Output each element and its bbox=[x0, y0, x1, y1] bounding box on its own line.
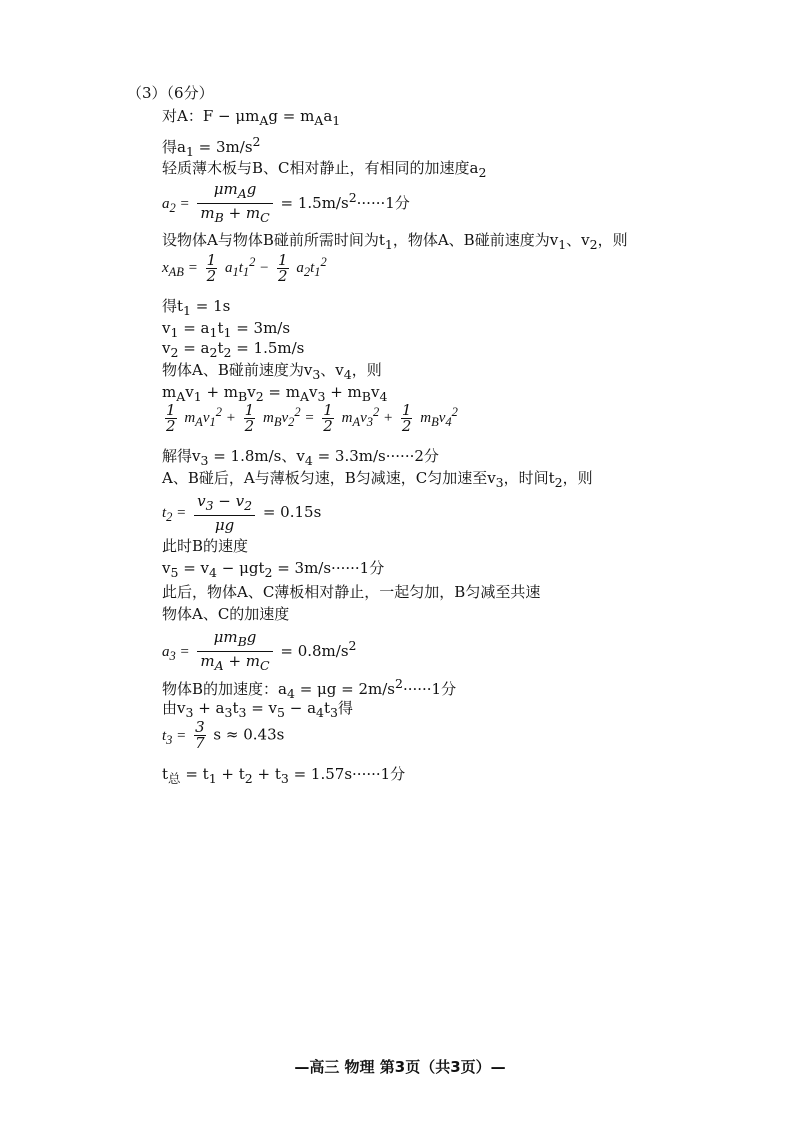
eq-v1: $v_1 = a_1t_1 = 3m/s$ bbox=[162, 319, 291, 340]
text-b-velocity: 此时B的速度 bbox=[162, 537, 249, 555]
fraction-half: $\frac{1}{2}$ bbox=[206, 250, 217, 285]
section-heading: （3）（6分） bbox=[127, 84, 214, 102]
fraction-a2: $\frac{\mu m_Ag}{m_B + m_C}$ bbox=[197, 180, 272, 227]
page-footer: —高三 物理 第3页（共3页）— bbox=[294, 1058, 506, 1076]
eq-v5: $v_5 = v_4 - \mu gt_2 = 3m/s\cdot\cdot\cdot\cdot\cdot\cdot 1$分 bbox=[162, 559, 385, 580]
eq-t3: $t_3$ = $\frac{3}{7}$ s ≈ 0.43s bbox=[162, 718, 285, 752]
eq-a2: $a_2$ = $\frac{\mu m_Ag}{m_B + m_C}$ = $1.5m/s^2\cdot\cdot\cdot\cdot\cdot\cdot 1$分 bbox=[162, 180, 410, 225]
eq-force-a: 对A：$F - \mu m_Ag = m_Aa_1$ bbox=[162, 107, 341, 128]
result-a1: 得$a_1 = 3m/s^2$ bbox=[162, 134, 261, 159]
result-v3-v4: 解得$v_3 = 1.8m/s$、$v_4 = 3.3m/s\cdot\cdot\cdot\cdot\cdot\cdot 2$分 bbox=[162, 447, 439, 468]
text-after-collision: A、B碰后，A与薄板匀速，B匀减速，C匀加速至$v_3$，时间$t_2$，则 bbox=[162, 469, 593, 490]
fraction-half: $\frac{1}{2}$ bbox=[323, 400, 333, 435]
fraction-a3: $\frac{\mu m_Bg}{m_A + m_C}$ bbox=[197, 628, 272, 675]
eq-a4: 物体B的加速度：$a_4 = \mu g = 2m/s^2\cdot\cdot\cdot\cdot\cdot\cdot 1$分 bbox=[162, 676, 457, 701]
eq-v2: $v_2 = a_2t_2 = 1.5m/s$ bbox=[162, 339, 305, 360]
text-collision-setup: 设物体A与物体B碰前所需时间为$t_1$，物体A、B碰前速度为$v_1$、$v_2$，则 bbox=[162, 231, 628, 252]
eq-a3: $a_3$ = $\frac{\mu m_Bg}{m_A + m_C}$ = $0.8m/s^2$ bbox=[162, 628, 357, 673]
eq-energy: $\frac{1}{2}$ $m_Av_1^2$ + $\frac{1}{2}$ $m_Bv_2^2$ = $\frac{1}{2}$ $m_Av_3^2$ + $\frac{1}{2}$ $m_Bv_4^2$ bbox=[166, 400, 458, 435]
eq-total-time: $t_总 = t_1 + t_2 + t_3 = 1.57s\cdot\cdot\cdot\cdot\cdot\cdot 1$分 bbox=[162, 765, 406, 786]
fraction-half: $\frac{1}{2}$ bbox=[278, 250, 288, 285]
text-ac-accel: 物体A、C的加速度 bbox=[162, 605, 290, 623]
eq-t2: $t_2$ = $\frac{v_3 - v_2}{\mu g}$ = 0.15s bbox=[162, 492, 322, 534]
fraction-t3: $\frac{3}{7}$ bbox=[195, 718, 205, 752]
result-t1: 得$t_1 = 1s$ bbox=[162, 297, 231, 318]
fraction-half: $\frac{1}{2}$ bbox=[244, 400, 255, 435]
fraction-half: $\frac{1}{2}$ bbox=[401, 400, 412, 435]
fraction-half: $\frac{1}{2}$ bbox=[166, 400, 176, 435]
text-board-bc: 轻质薄木板与B、C相对静止，有相同的加速度$a_2$ bbox=[162, 159, 487, 180]
eq-xab: $x_{AB}$ = $\frac{1}{2}$ $a_1t_1^2$ − $\frac{1}{2}$ $a_2t_1^2$ bbox=[162, 250, 327, 285]
fraction-t2: $\frac{v_3 - v_2}{\mu g}$ bbox=[194, 492, 255, 534]
text-ac-together: 此后，物体A、C薄板相对静止，一起匀加，B匀减至共速 bbox=[162, 583, 541, 601]
text-velocities: 物体A、B碰前速度为$v_3$、$v_4$，则 bbox=[162, 361, 382, 382]
eq-common-speed: 由$v_3 + a_3t_3 = v_5 - a_4t_3$得 bbox=[162, 699, 353, 720]
eq-momentum: $m_Av_1 + m_Bv_2 = m_Av_3 + m_Bv_4$ bbox=[162, 383, 388, 404]
